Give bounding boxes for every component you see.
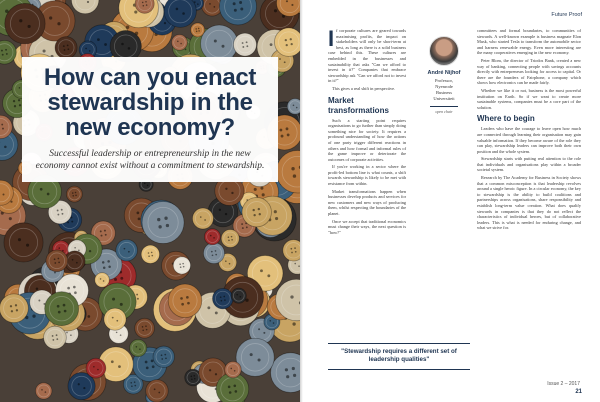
body-paragraph: Market transformations happen when businesses develop products and services for new customers and new ways of producing them, whilst respecting the boundaries of the planet. [328,188,406,217]
lead-text: f corporate cultures are geared towards maximising profits, the impact on stakeholders will only be short-term at best, as long as there is a solid business case behind this. These cultures are embedded in the businesses and sustainability that asks "Can we afford to invest in it?" Companies that embrace stewardship ask "Can we afford not to invest in it?" [328,28,406,84]
button-shape [141,245,159,263]
author-divider [430,106,458,107]
body-paragraph: If you're working in a sector where the profit-led bottom line is what counts, a shift towards stewardship is likely to be met with resistance from within. [328,164,406,187]
button-shape [221,229,239,247]
button-shape [164,0,196,27]
button-shape [146,380,169,402]
body-paragraph: Leaders who have the courage to leave open how much are connected through learning their organisation may gain valuable information. If they become aware of the role they can play, stewardship leaders can improve both their own position and the whole system. [477,126,581,154]
button-shape [135,318,155,338]
author-box [420,36,468,114]
button-shape [287,99,300,115]
button-shape [104,308,126,330]
button-shape [142,202,184,244]
button-shape [236,338,274,376]
button-shape [203,243,224,264]
title-box [22,57,278,182]
button-shape [153,346,174,367]
button-shape [172,34,188,50]
button-shape [55,37,77,59]
button-shape [116,239,138,261]
button-shape [242,197,271,226]
button-shape [46,250,68,272]
button-shape [5,3,45,43]
author-tag: open chair [435,109,453,114]
body-paragraph: Such a starting point requires organisations to go further than simply doing something nice for society. It requires a profound understanding of how the actions of one party trigger different reactions in others and how formal and informal rules of the game improve or deteriorate the outcomes of corporate activities. [328,117,406,162]
pull-quote: "Stewardship requires a different set of leadership qualities" [328,343,470,370]
button-shape [0,294,28,323]
standfirst: Successful leadership or entrepreneurship in the new economy cannot exist without a commitment to stewardship. [35,149,265,171]
button-shape [173,257,190,274]
issue-label: Issue 2 – 2017 [547,381,580,387]
button-shape [192,208,213,229]
button-shape [45,292,79,326]
article-column-right [477,28,581,233]
button-shape [44,326,67,349]
button-shape [4,223,43,262]
section-label: Future Proof [551,12,582,18]
author-title-line: Professor, [435,78,453,83]
author-title-line: Universiteit [433,96,455,101]
lead-paragraph [328,28,406,84]
subhead-market: Market transformations [328,95,389,115]
headline: How can you enact stewardship in the new economy? [43,64,257,141]
body-paragraph: This gives a real shift in perspective. [332,85,396,91]
author-title-line: Nyenrode [435,84,453,89]
button-shape [204,229,220,245]
button-shape [168,284,202,318]
body-paragraph: Stewardship starts with putting real attention to the role that individuals and organisations play within a broader societal system. [477,156,581,173]
body-paragraph: committees and formal boundaries, to communities of stewards. A well-known example is business magnate Elon Musk, who started Tesla to transform the automobile sector and harness renewable energy. Even more interesting are the many cooperatives emerging in the new economy. [477,28,581,56]
button-shape [213,288,234,309]
page-number: 21 [575,389,582,395]
button-shape [231,288,246,303]
button-shape [66,186,82,202]
author-avatar [429,36,459,66]
body-paragraph: Peter Blom, the director of Triodos Bank, created a new way of banking, connecting people with savings accounts directly with entrepreneurs looking for access to capital. Or there are the founders of Fairphone, a company which shows how electronics can be made fairly. [477,57,581,86]
button-shape [35,383,51,399]
article-column-left [328,28,406,237]
page-gutter [300,0,303,402]
button-shape [283,240,300,261]
author-title-line: Business [435,90,452,95]
author-name: André Nijhof [427,70,461,76]
body-paragraph: Research by The Academy for Business in Society shows that a common misconception is that leadership revolves around a single heroic figure. In a circular economy, the key to stewardship is the ability to build coalitions and partnerships across organisations, share responsibility and establish long-term value creation. What does qualify stewards in companies is that they do not reflect the characteristics of individual heroes, but of collaborative leaders. This is what is needed for enduring change, and what we strive for. [477,175,581,231]
button-shape [95,273,110,288]
button-shape [225,361,242,378]
button-shape [130,339,147,356]
body-paragraph: Whether we like it or not, business is the most powerful institution on Earth. So if we want to create more sustainable systems, companies must be a core part of the solution. [477,87,581,110]
button-shape [274,28,300,57]
body-paragraph: Once we accept that traditional economics must change their ways, the next question is "how?" [328,218,406,235]
drop-cap: I [328,26,335,51]
subhead-begin: Where to begin [477,114,535,124]
button-shape [233,33,256,56]
button-shape [86,358,106,378]
